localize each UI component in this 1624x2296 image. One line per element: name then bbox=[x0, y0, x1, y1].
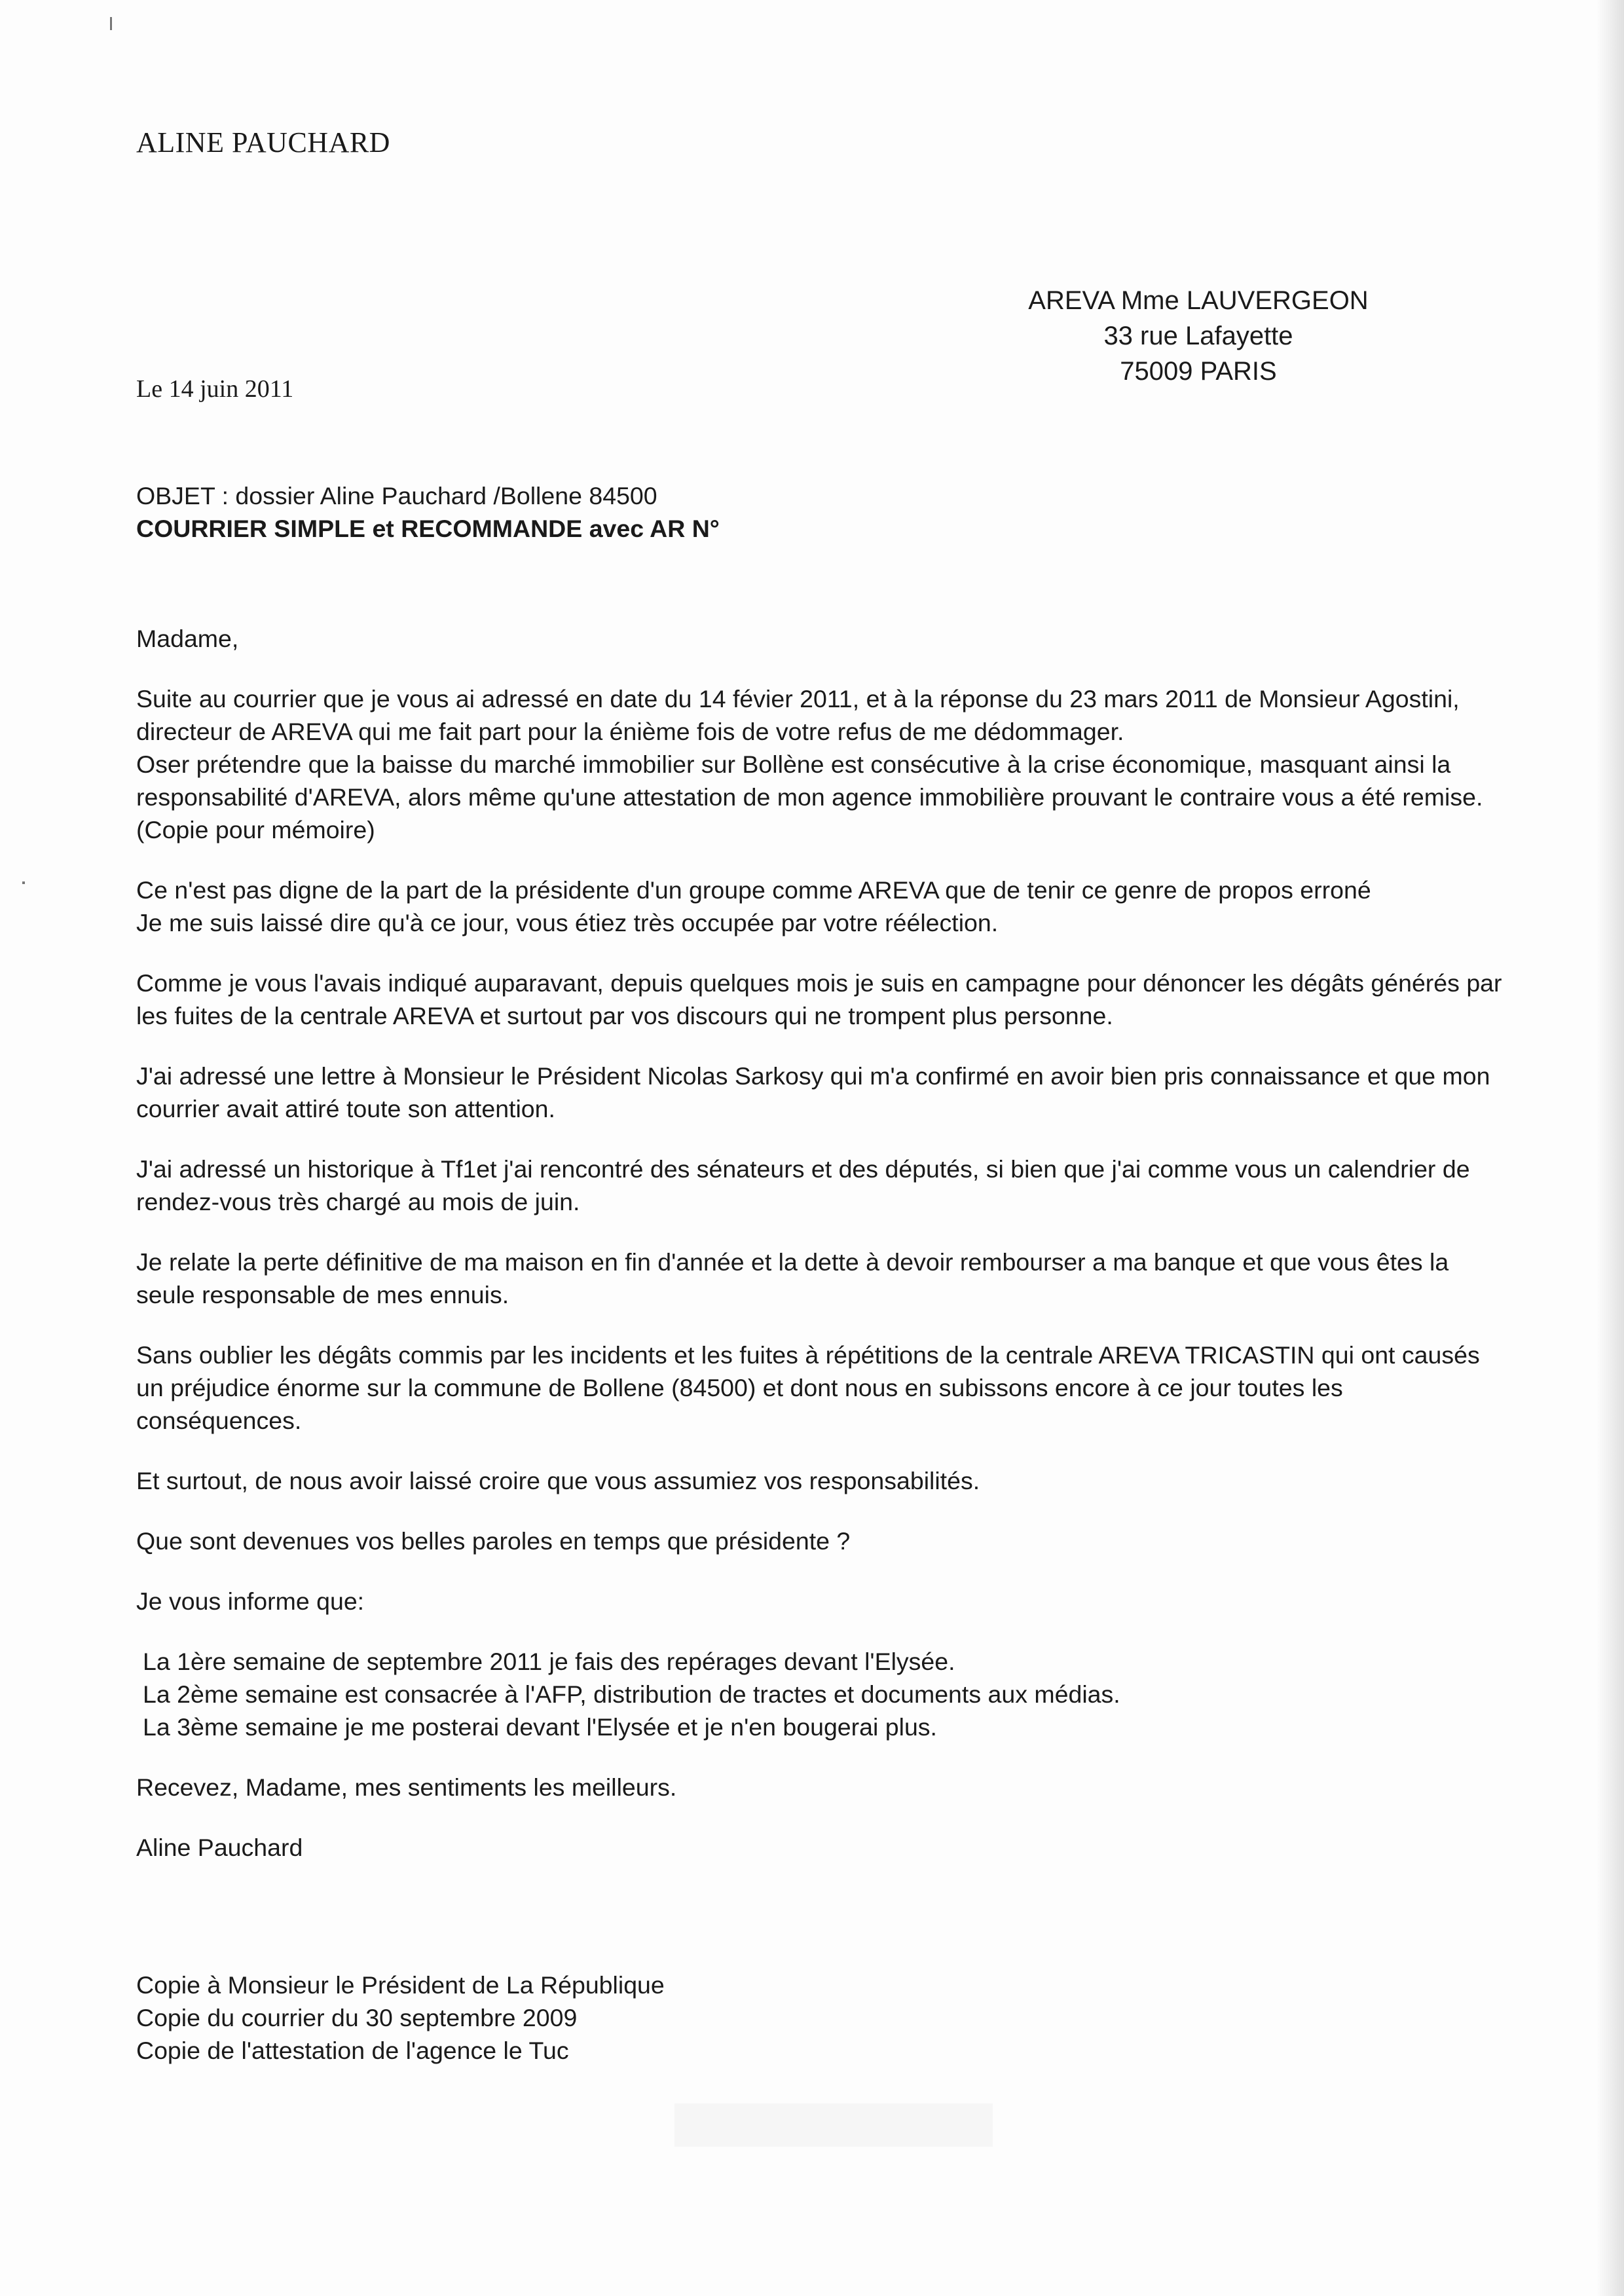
salutation: Madame, bbox=[136, 625, 239, 652]
copy-line: Copie de l'attestation de l'agence le Tuc bbox=[136, 2037, 569, 2064]
paragraph: Je relate la perte définitive de ma maison en fin d'année et la dette à devoir rembourser a ma banque et que vous êtes la seule responsable de mes ennuis. bbox=[136, 1248, 1449, 1308]
subject-mailing-type: COURRIER SIMPLE et RECOMMANDE avec AR N° bbox=[136, 515, 720, 542]
paragraph: J'ai adressé une lettre à Monsieur le Président Nicolas Sarkosy qui m'a confirmé en avoir bien pris connaissance et que mon courrier avait attiré toute son attention. bbox=[136, 1062, 1490, 1122]
sender-name: ALINE PAUCHARD bbox=[136, 126, 390, 158]
schedule-list bbox=[143, 1645, 1505, 1743]
recipient-line: 75009 PARIS bbox=[1120, 357, 1277, 386]
paragraph: Que sont devenues vos belles paroles en temps que présidente ? bbox=[136, 1527, 851, 1555]
schedule-item: La 2ème semaine est consacrée à l'AFP, distribution de tractes et documents aux médias. bbox=[143, 1680, 1120, 1708]
signature: Aline Pauchard bbox=[136, 1834, 303, 1861]
schedule-item: La 1ère semaine de septembre 2011 je fais des repérages devant l'Elysée. bbox=[143, 1648, 955, 1675]
paragraph: Je vous informe que: bbox=[136, 1587, 365, 1615]
letter-body bbox=[136, 479, 1505, 2067]
paragraph: Suite au courrier que je vous ai adressé en date du 14 févier 2011, et à la réponse du 23 mars 2011 de Monsieur Agostini, directeur de AREVA qui me fait part pour la énième fois de votre refus de me dédommager. bbox=[136, 685, 1460, 745]
schedule-item: La 3ème semaine je me posterai devant l'Elysée et je n'en bougerai plus. bbox=[143, 1713, 937, 1741]
paragraph: J'ai adressé un historique à Tf1et j'ai rencontré des sénateurs et des députés, si bien que j'ai comme vous un calendrier de rendez-vous très chargé au mois de juin. bbox=[136, 1155, 1470, 1215]
scan-artifact bbox=[674, 2103, 993, 2147]
recipient-line: AREVA Mme LAUVERGEON bbox=[1028, 286, 1369, 315]
recipient-address bbox=[917, 283, 1480, 389]
recipient-line: 33 rue Lafayette bbox=[1103, 322, 1293, 350]
paragraph: Et surtout, de nous avoir laissé croire que vous assumiez vos responsabilités. bbox=[136, 1467, 980, 1494]
paragraph: Sans oublier les dégâts commis par les incidents et les fuites à répétitions de la centrale AREVA TRICASTIN qui ont causés un préjudice énorme sur la commune de Bollene (84500) et dont nous en subissons encore à ce jour toutes les conséquences. bbox=[136, 1341, 1480, 1434]
scan-mark bbox=[110, 17, 112, 30]
copy-line: Copie à Monsieur le Président de La République bbox=[136, 1971, 665, 1999]
paragraph: Ce n'est pas digne de la part de la présidente d'un groupe comme AREVA que de tenir ce genre de propos erroné bbox=[136, 876, 1371, 904]
paragraph: Comme je vous l'avais indiqué auparavant, depuis quelques mois je suis en campagne pour dénoncer les dégâts générés par les fuites de la centrale AREVA et surtout par vos discours qui ne trompent plus personne. bbox=[136, 969, 1502, 1029]
paragraph: Je me suis laissé dire qu'à ce jour, vous étiez très occupée par votre réélection. bbox=[136, 909, 999, 936]
scan-mark bbox=[22, 881, 25, 884]
closing: Recevez, Madame, mes sentiments les meilleurs. bbox=[136, 1773, 677, 1801]
subject-line: OBJET : dossier Aline Pauchard /Bollene 84500 bbox=[136, 482, 657, 509]
scan-edge-shadow bbox=[1596, 0, 1624, 2296]
paragraph: Oser prétendre que la baisse du marché immobilier sur Bollène est consécutive à la crise économique, masquant ainsi la responsabilité d'AREVA, alors même qu'une attestation de mon agence immobilière prouvant le contraire vous a été remise. (Copie pour mémoire) bbox=[136, 750, 1483, 843]
copy-line: Copie du courrier du 30 septembre 2009 bbox=[136, 2004, 578, 2031]
letter-date: Le 14 juin 2011 bbox=[136, 375, 294, 403]
